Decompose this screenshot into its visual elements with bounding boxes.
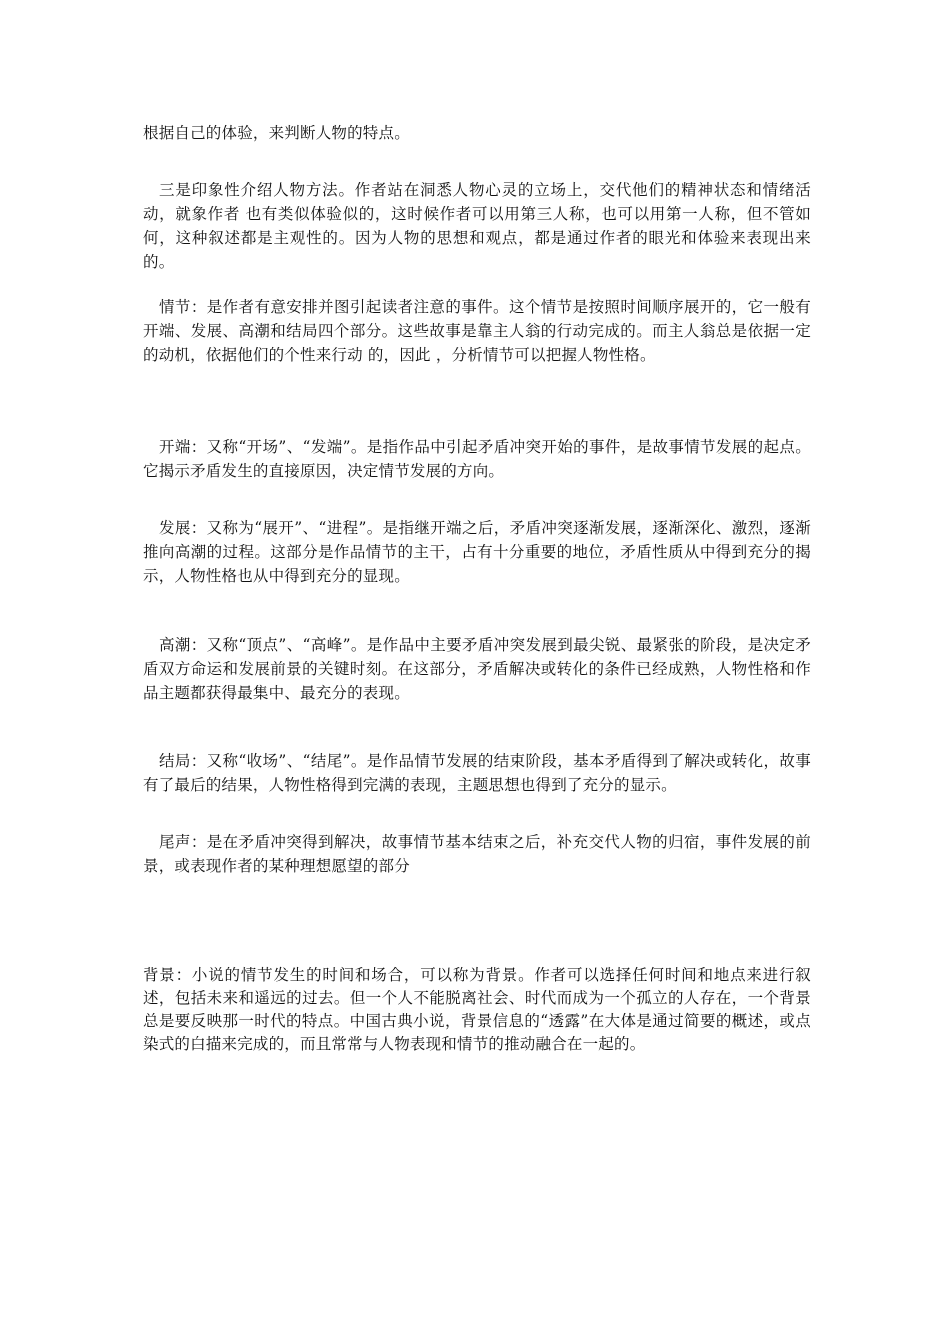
paragraph-climax: 高潮：又称“顶点”、“高峰”。是作品中主要矛盾冲突发展到最尖锐、最紧张的阶段，是决定矛盾双方命运和发展前景的关键时刻。在这部分，矛盾解决或转化的条件已经成熟，人物性格和作品主题都获得最集中、最充分的表现。 (143, 636, 811, 702)
paragraph-development: 发展：又称为“展开”、“进程”。是指继开端之后，矛盾冲突逐渐发展，逐渐深化、激烈，逐渐推向高潮的过程。这部分是作品情节的主干，占有十分重要的地位，矛盾性质从中得到充分的揭示，人物性格也从中得到充分的显现。 (143, 519, 811, 585)
paragraph-epilogue: 尾声：是在矛盾冲突得到解决，故事情节基本结束之后，补充交代人物的归宿，事件发展的前景，或表现作者的某种理想愿望的部分 (143, 833, 811, 875)
paragraph-impressionistic-method: 三是印象性介绍人物方法。作者站在洞悉人物心灵的立场上，交代他们的精神状态和情绪活动，就象作者 也有类似体验似的，这时候作者可以用第三人称，也可以用第一人称，但不管如何，这种叙述都是主观性的。因为人物的思想和观点，都是通过作者的眼光和体验来表现出来的。 (143, 181, 811, 271)
paragraph-character-judgment: 根据自己的体验，来判断人物的特点。 (143, 124, 410, 142)
paragraph-opening: 开端：又称“开场”、“发端”。是指作品中引起矛盾冲突开始的事件，是故事情节发展的起点。它揭示矛盾发生的直接原因，决定情节发展的方向。 (143, 438, 811, 480)
paragraph-plot: 情节：是作者有意安排并图引起读者注意的事件。这个情节是按照时间顺序展开的，它一般有开端、发展、高潮和结局四个部分。这些故事是靠主人翁的行动完成的。而主人翁总是依据一定的动机，依据他们的个性来行动 的，因此 ，分析情节可以把握人物性格。 (143, 298, 811, 364)
paragraph-resolution: 结局：又称“收场”、“结尾”。是作品情节发展的结束阶段，基本矛盾得到了解决或转化，故事有了最后的结果，人物性格得到完满的表现，主题思想也得到了充分的显示。 (143, 752, 811, 794)
paragraph-setting: 背景：小说的情节发生的时间和场合，可以称为背景。作者可以选择任何时间和地点来进行叙述，包括未来和遥远的过去。但一个人不能脱离社会、时代而成为一个孤立的人存在，一个背景总是要反映那一时代的特点。中国古典小说，背景信息的“透露”在大体是通过简要的概述，或点染式的白描来完成的，而且常常与人物表现和情节的推动融合在一起的。 (143, 966, 811, 1053)
